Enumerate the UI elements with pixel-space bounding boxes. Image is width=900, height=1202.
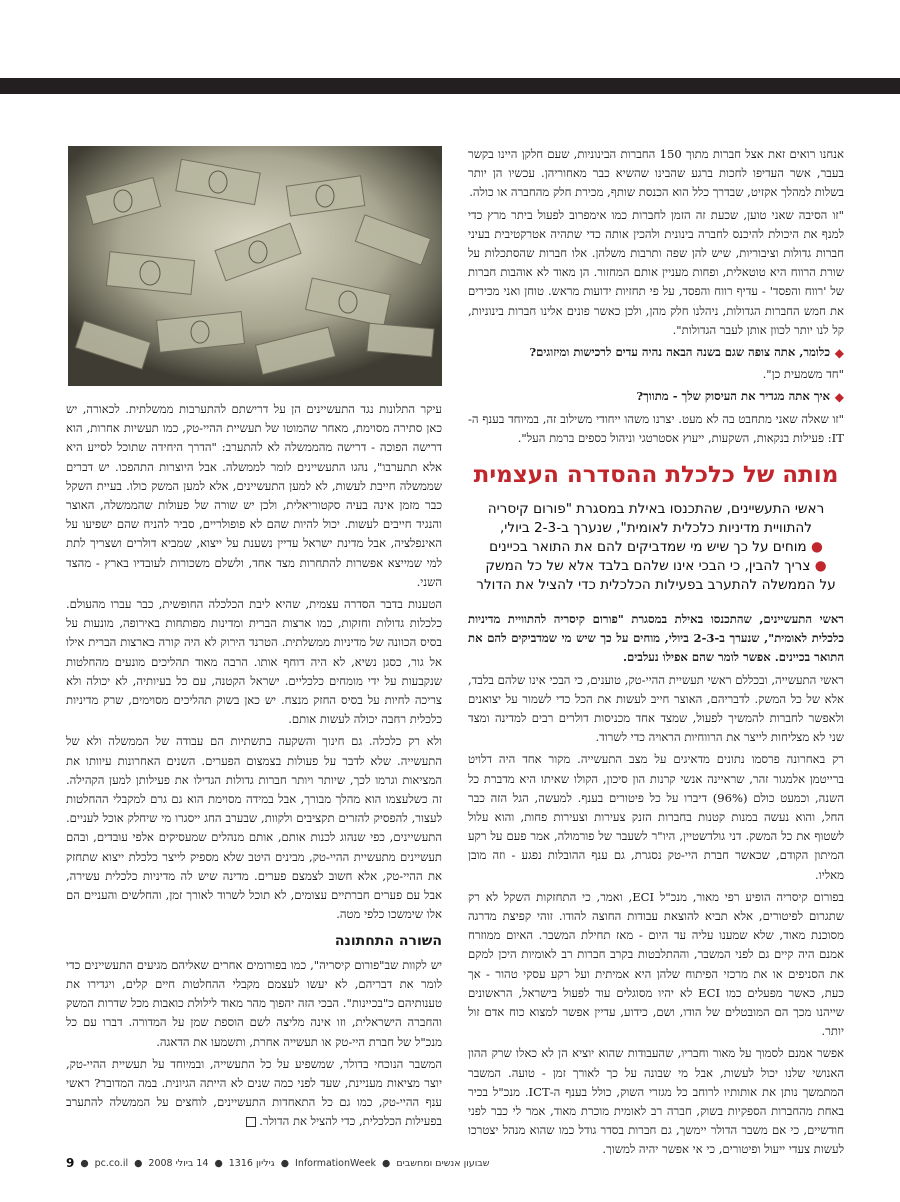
interview-answer: "חד משמעית כן". — [762, 367, 844, 382]
deck-line-text: מוחים על כך שיש מי שמדביקים להם את התואר בכיינים — [489, 539, 807, 555]
bullet-dot-icon: ● — [806, 539, 823, 555]
interview-question — [468, 387, 844, 406]
page-number: 9 — [66, 1156, 75, 1170]
paragraph: רק באחרונה פרסמו נתונים מדאיגים על מצב התעשייה. מקור אחד היה דלויט ברייטמן אלמגור זהר, שראיינה אנשי קרנות הון סיכון, הקולו שאיתו היא מדברת כל השנה, וכמעט כולם (96%) דיברו על כל פיטורים בענף. למעשה, הגל הזה כבר החל, והוא נעשה במנות קטנות בחברות הזנק צעירות וצעירות פחות, והוא עלול לשטוף את כל המשק. דני גולדשטיין, היו"ר לשעבר של פורמולה, אמר פעם על רקע המיתון הקודם, שכאשר חברת היי-טק נסגרת, גם ענף ההובלות נפגע - וזה מובן מאליו. — [468, 752, 844, 882]
interview-question — [468, 343, 844, 362]
paragraph: יש לקוות שב"פורום קיסריה", כמו בפורומים אחרים שאליהם מגיעים התעשיינים כדי לומר את דבריהם, לא יעשו לעצמם מקבלי ההחלטות חיים קלים, ויגדירו את טענותיהם כ"בכיינות". הבכי הזה יהפוך מהר מאוד לילולת כואבות מכל שדרות המשק והחברה הישראלית, וזו אינה מליצה לשם הוספת שמן על המדורה. דברו עם כל מנכ"ל של חברת היי-טק או תעשייה אחרת, ותשמעו את הדאגה. — [66, 957, 442, 1049]
diamond-bullet-icon: ◆ — [834, 390, 844, 405]
bullet-dot-icon: ● — [280, 1157, 290, 1169]
footer-site: pc.co.il — [94, 1157, 129, 1169]
deck-line: על הממשלה להתערב בפעילות הכלכלית כדי להציל את הדולר — [476, 577, 836, 593]
deck-line — [468, 557, 844, 576]
paragraph: "זו הסיבה שאני טוען, שכעת זה הזמן לחברות כמו אימפרוב לפעול ביתר מרץ כדי למנף את היכולת להיכנס לחברה בינונית ולהכין אותה כדי שתהיה אטרקטיבית בעיני חברות גדולות וציבוריות, שיש להן שפה ותרבות משלהן. אלו חברות שהסתכלות על שורת הרווח היא טוטאלית, ופחות מעניין אותם המחזור. הן מאוד לא אוהבות חברות של 'רווח והפסד' - עדיף רווח והפסד, על פי תחזיות ידועות מראש. טוחן ואני מכירים את חמש החברות הגדולות, ניהלנו חלק מהן, ולכן כאשר פונים אלינו חברות בינוניות, קל לנו יותר לכוון אותן לעבר הגדולות". — [468, 207, 844, 337]
deck-line-text: צריך להבין, כי הבכי אינו שלהם בלבד אלא של כל המשק — [485, 558, 811, 574]
left-article-column — [66, 400, 442, 1135]
question-text: כלומר, אתה צופה שגם בשנה הבאה נהיה עדים לרכישות ומיזוגים? — [529, 345, 830, 360]
page-footer — [66, 1156, 844, 1170]
top-banner-bar — [0, 78, 900, 94]
money-pile-photo — [68, 146, 442, 386]
footer-date: 14 ביולי 2008 — [148, 1157, 209, 1169]
footer-issue: גיליון 1316 — [228, 1157, 275, 1169]
paragraph: עיקר התלונות נגד התעשיינים הן על דרישתם להתערבות ממשלתית. לכאורה, יש כאן סתירה מסוימת, מאחר שהמוטו של תעשיית ההיי-טק, כמו תעשיות אחרות, הוא דרישה הפוכה - דרישה מהממשלה לא להתערב: "הדרך היחידה שתוכל לסייע היא אלא תתערבו", נהגו התעשיינים לומר לממשלה. אבל היוצרות התהפכו. יש דברים שממשלה חייבת לעשות, לא למען התעשיינים, אלא למען המשק כולו. בעיית השקל כבר מזמן אינה בעיה סקטוריאלית, ולכן יש שורה של פעולות שהממשלה, האוצר והנגיד חייבים לעשות. יכול להיות שהם לא פופולריים, סביר להניח שהם ישפיעו על האינפלציה, אבל מדינת ישראל עדיין נשענת על ייצוא, שמביא דולרים ושצריך לתת למי שמייצא אפשרות להתחרות מצד אחד, ולשלם משכורות לעובדיו בארץ - מהצד השני. — [66, 402, 442, 589]
footer-weekly: שבועון אנשים ומחשבים — [396, 1157, 490, 1169]
article-headline: מותה של כלכלת ההסדרה העצמית — [473, 462, 839, 488]
paragraph: אפשר אמנם לסמוך על מאור וחבריו, שהעבודות שהוא יוציא הן לא כאלו שרק ההון האנושי שלנו יכול לעשות, אבל מי שבונה על כך לאורך זמן - טועה. המשבר המתמשך נותן את אותותיו לרוחב כל מגזרי השוק, כולל בענף ה-ICT. מנכ"ל בכיר באחת מהחברות הספקיות בשוק, חברה רב לאומית מוכרת מאוד, אמר לי כבר לפני חודשיים, כי אם משבר הדולר יימשך, גם חברות בסדר גודל כמו שהוא מנהל יצטרכו לעשות צעדי ייעול ופיטורים, כי אי אפשר יהיה למשוך. — [468, 1046, 844, 1157]
deck-line: ראשי התעשיינים, שהתכנסו באילת במסגרת "פורום קיסריה להתוויית מדיניות כלכלית לאומית", שנערך ב-2-3 ביולי, — [487, 501, 825, 536]
paragraph: ראשי התעשייה, ובכללם ראשי תעשיית ההיי-טק, טוענים, כי הבכי אינו שלהם בלבד, אלא של כל המשק. לדבריהם, האוצר חייב לעשות את הכל כדי לשמור על יצואנים ולאפשר לחברות להמשיך לפעול, שמצד אחד מכניסות דולרים רבים למדינה ומצד שני לא מצליחות לייצר את הרווחיות הראויה כדי לשרוד. — [468, 672, 844, 745]
article-deck — [468, 500, 844, 595]
dollar-bills-image — [68, 146, 442, 386]
right-article-body — [468, 610, 844, 1163]
paragraph: הטענות בדבר הסדרה עצמית, שהיא ליבת הכלכלה החופשית, כבר עברו מהעולם. כלכלות גדולות וחזקות, כמו ארצות הברית ומדינות מפותחות באירופה, מונעות על בסיס הכוונה של מדיניות ממשלתית. הטרנד הירוק לא היה קורה בארצות הברית אילו אל גור, כסגן נשיא, לא היה דוחף אותו. הרבה מאוד תהליכים מונעים מהחלטות שנקבעות על ידי מומחים כלכליים. ישראל הקטנה, עם כל בעיותיה, לא יכולה ולא צריכה לחיות על בסיס החזק מנצח. יש כאן בשוק תהליכים מסוימים, שרק מדיניות כלכלית רחבה יכולה לעשות אותם. — [66, 597, 442, 727]
bullet-dot-icon: ● — [80, 1157, 89, 1169]
footer-magazine: InformationWeek — [295, 1157, 377, 1169]
bullet-dot-icon: ● — [134, 1157, 143, 1169]
paragraph-text: המשבר הנוכחי בדולר, שמשפיע על כל התעשייה, ובמיוחד על תעשיית ההיי-טק, יוצר מציאות מעניינת, שעד לפני כמה שנים לא הייתה הגיונית. במה המדובר? ראשי ענף ההיי-טק, כמו גם כל התאחדות התעשיינים, לוחצים על הממשלה להתערב בפעילות הכלכלית, כדי להציל את הדולר. — [66, 1056, 442, 1129]
bullet-dot-icon: ● — [214, 1157, 223, 1169]
paragraph: ולא רק כלכלה. גם חינוך והשקעה בתשתיות הם עבודה של הממשלה ולא של התעשייה. שלא לדבר על פעולות בצמצום הפערים. השנים האחרונות עיוותו את המציאות וגרמו לכך, שיותר ויותר חברות גדולות הגדילו את פעילותן למען הקהילה. זה כשלעצמו הוא מהלך מבורך, אבל במידה מסוימת הוא גם גרם למקבלי ההחלטות לעצור, להפסיק להזרים תקציבים ולקוות, שבערב החג ייסגרו מי שיחלק אוכל לעניים. התעשיינים, כפי שנהוג לכנות אותם, אותם מנהלים שמעסיקים אלפי עובדים, ובהם תעשיינים מתעשיית ההיי-טק, מבינים היטב שלא מספיק לייצר כלכלת ייצוא שתחזק את ההיי-טק, אלא חשוב לצמצם פערים. מדינה שיש לה מדיניות כלכלית עשירה, אבל עם פערים חברתיים עצומים, לא תוכל לשרוד לאורך זמן, והחלשים והעניים הם אלו שימשכו כלפי מטה. — [66, 734, 442, 922]
question-text: איך אתה מגדיר את העיסוק שלך - מתווך? — [636, 389, 830, 404]
paragraph: אנחנו רואים זאת אצל חברות מתוך 150 החברות הבינוניות, שעם חלקן היינו בקשר בעבר, אשר העדיפו לחכות ברגע שהבינו שהשיא כבר מאחוריהן. עכשיו הן יותר בשלות למהלך אקזיט, שבדרך כלל הוא הכנסת שותף, מכירת חלק מהחברה או כולה. — [468, 147, 844, 200]
end-of-article-icon — [246, 1117, 256, 1127]
bullet-dot-icon: ● — [810, 558, 827, 574]
bullet-dot-icon: ● — [382, 1157, 391, 1169]
paragraph — [66, 1055, 442, 1132]
interview-answer: "זו שאלה שאני מתחבט בה לא מעט. יצרנו משהו ייחודי משילוב זה, במיוחד בענף ה-IT: פעילות בנקאות, השקעות, ייעוץ אסטרטגי וניהול כספים ברמת העל". — [468, 411, 844, 445]
deck-line — [468, 538, 844, 557]
right-article-column — [468, 145, 844, 451]
diamond-bullet-icon: ◆ — [834, 346, 844, 361]
paragraph: בפורום קיסריה הופיע רפי מאור, מנכ"ל ECI, ואמר, כי התחזקות השקל לא רק שתגרום לפיטורים, אלא תביא להוצאת עבודות החוצה להודו. זוהי קפיצת מדרגה מסוכנת מאוד, שלא שמענו עליה עד היום - מאז תחילת המשבר. האיום ממוזרח אמנם היה קיים גם לפני המשבר, וההתלבטות בקרב חברות רב לאומיות היכן למקם את הסניפים או את מרכזי הפיתוח שלהן היא אמיתית ועל רקע עסקי טהור - אך כעת, כאשר מפעלים כמו ECI לא יהיו מסוגלים עוד לפעול בישראל, הראשונים שייהנו מכך הם המובטלים של הודו, ושם, כידוע, עדיין אפשר למצוא כוח אדם זול יותר. — [468, 889, 844, 1039]
section-subheading: השורה התחתונה — [334, 933, 442, 950]
lead-paragraph: ראשי התעשיינים, שהתכנסו באילת במסגרת "פורום קיסריה להתוויית מדיניות כלכלית לאומית", שנערך ב-2-3 ביולי, מוחים על כך שיש מי שמדביקים להם את התואר בכיינים. אפשר לומר שהם אפילו נעלבים. — [468, 612, 845, 665]
